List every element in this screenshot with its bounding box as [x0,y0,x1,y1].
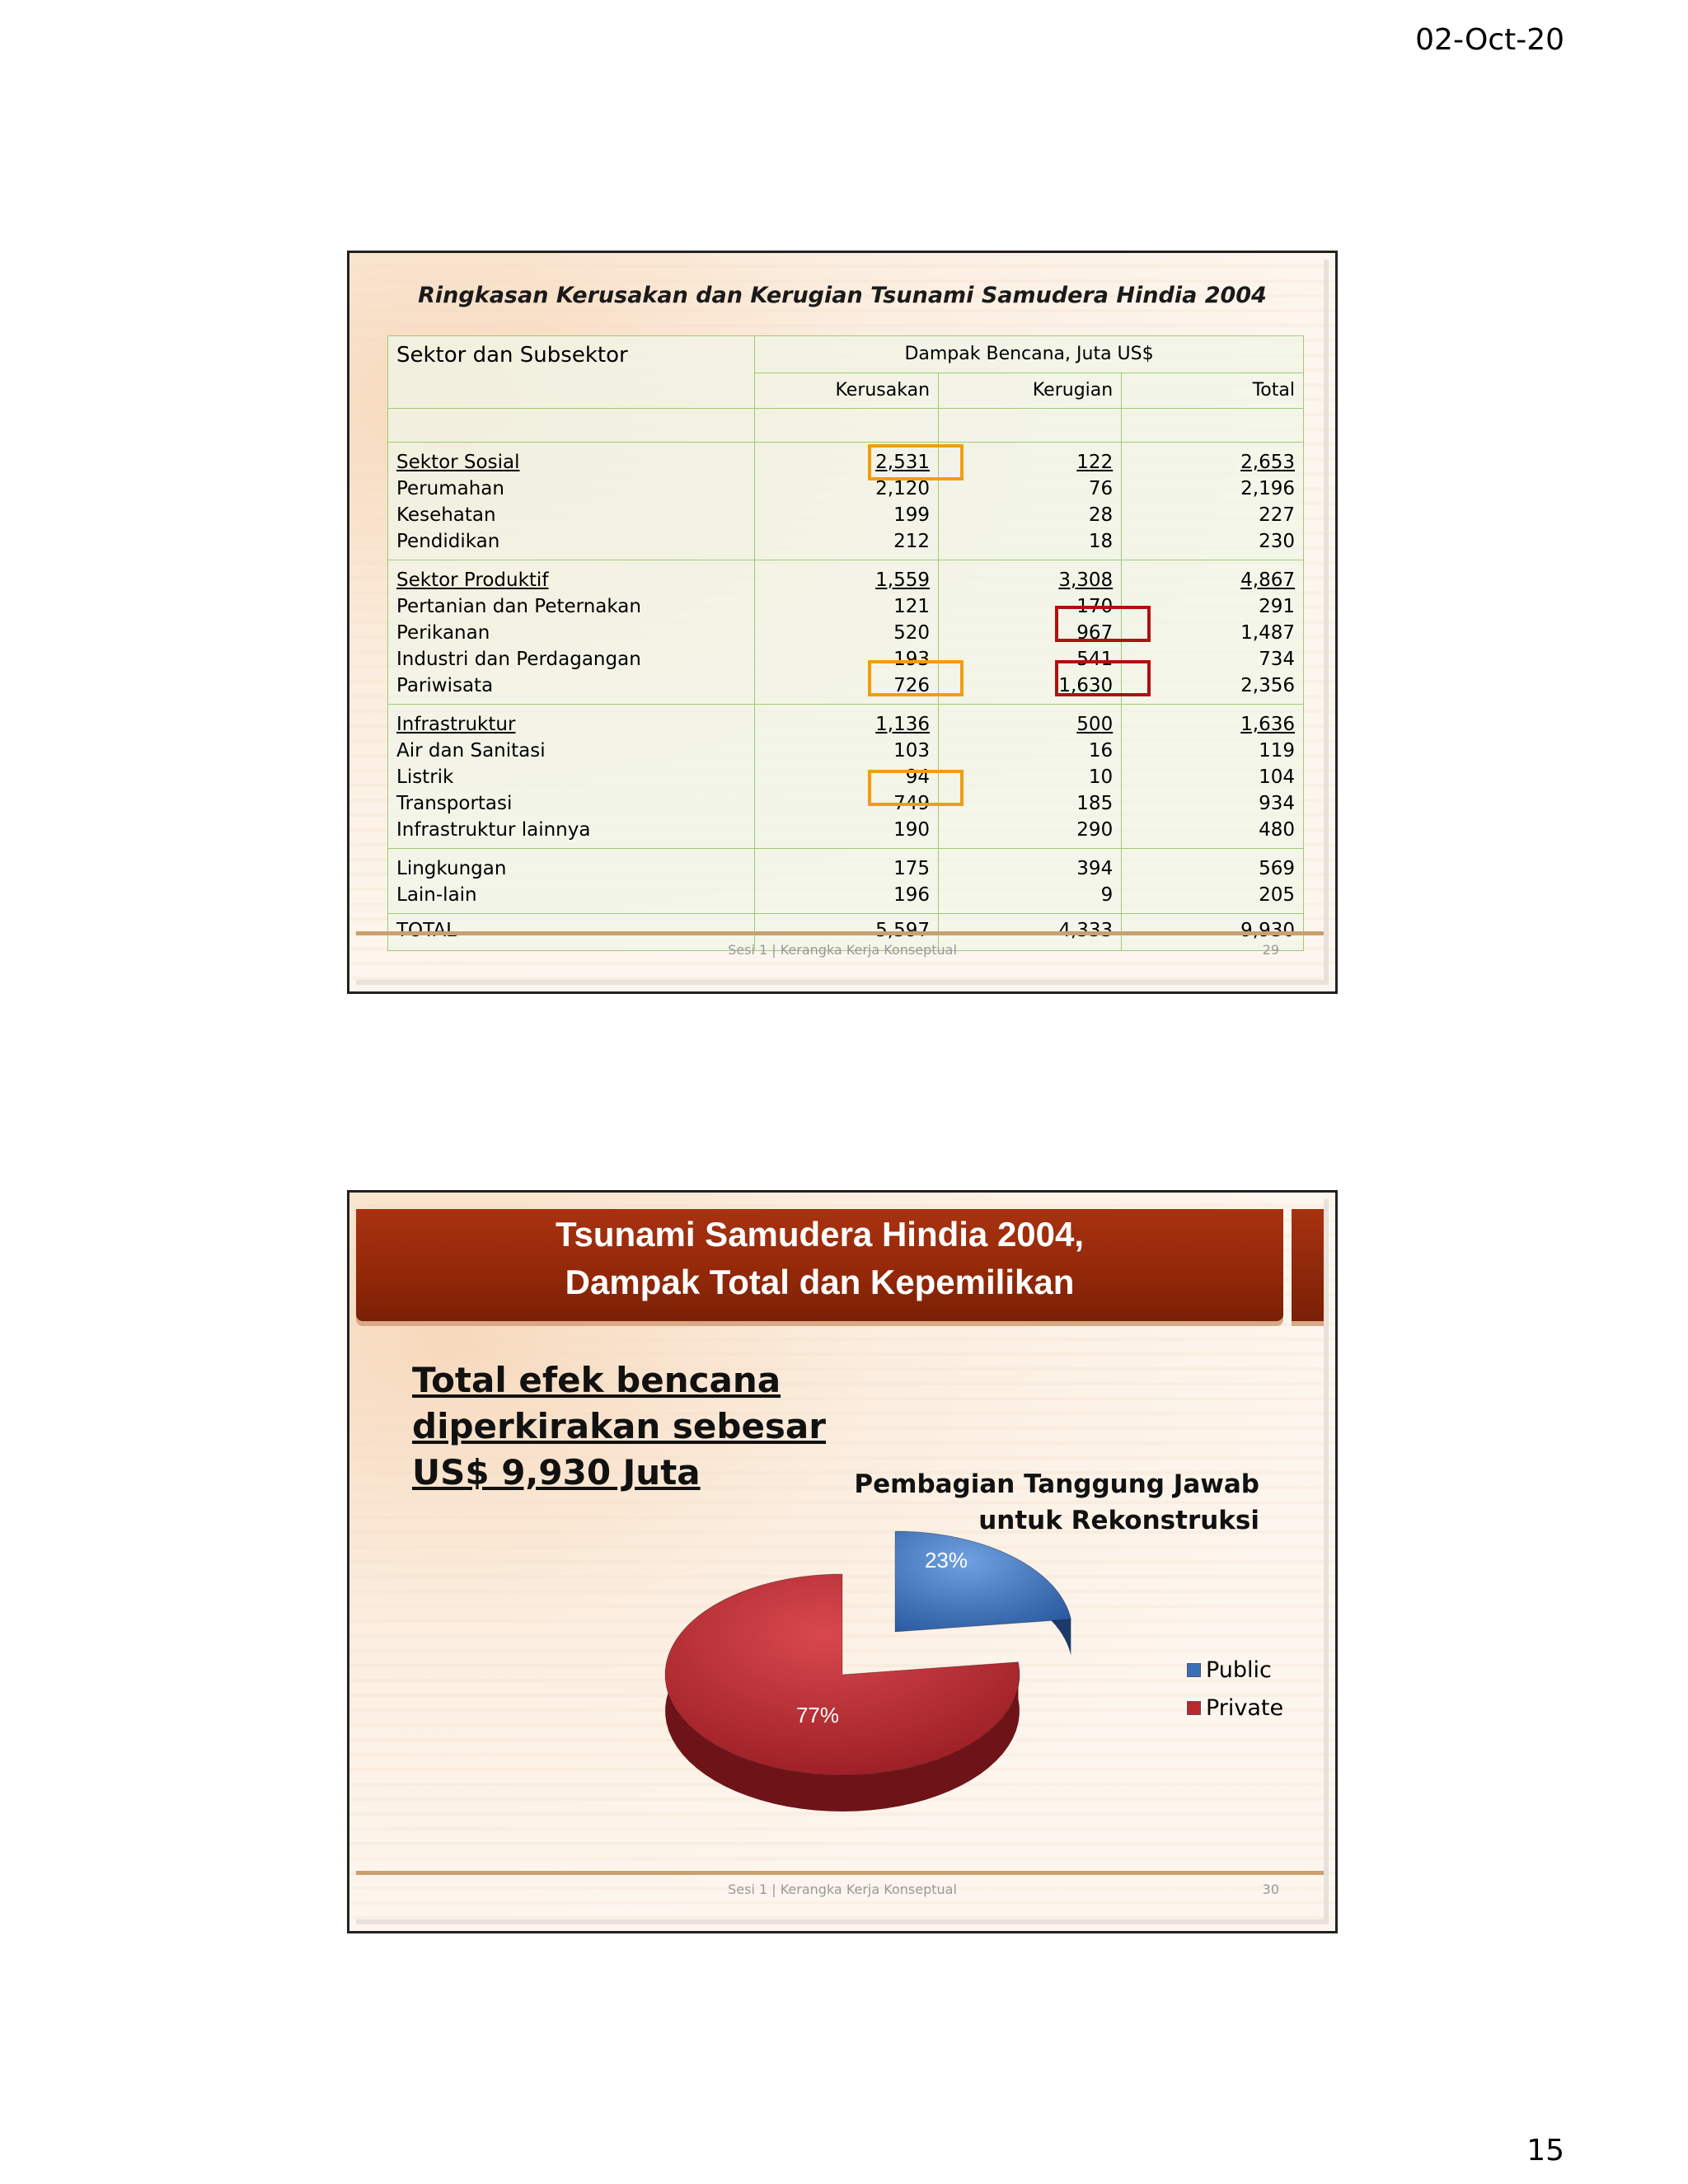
loss-value: 185 [1076,793,1114,814]
damage-value: 193 [893,649,931,670]
loss-value: 28 [1088,504,1114,526]
total-effect-line-1: Total efek bencana [412,1360,781,1400]
chart-title-line-1: Pembagian Tanggung Jawab [854,1469,1259,1499]
header-sector: Sektor dan Subsektor [388,336,755,409]
total-value: 480 [1259,819,1295,841]
total-effect-line-2: diperkirakan sebesar [412,1406,826,1446]
loss-value: 122 [1076,452,1114,473]
damage-value: 190 [893,819,931,841]
chart-title-line-2: untuk Rekonstruksi [978,1506,1259,1535]
loss-value: 394 [1076,858,1114,879]
total-value: 291 [1259,596,1295,617]
highlight-box-red [1055,660,1151,696]
legend-swatch [1187,1663,1201,1677]
total-loss: 4,333 [939,914,1122,951]
subsector-label: Industri dan Perdagangan [396,649,641,670]
grand-total: 9,930 [1122,914,1304,951]
loss-value: 76 [1088,478,1114,499]
damage-value: 2,120 [875,478,931,499]
damage-value: 103 [893,740,931,762]
total-damage: 5,597 [755,914,939,951]
table-group-productive [388,560,1304,705]
total-value: 230 [1259,531,1295,552]
damage-value: 94 [905,766,931,788]
total-value: 119 [1259,740,1295,762]
slide-footer [356,931,1329,968]
page-number: 15 [1526,2134,1564,2168]
page-date: 02-Oct-20 [1415,23,1564,57]
total-value: 227 [1259,504,1295,526]
total-label: TOTAL [388,914,755,951]
legend-label: Public [1206,1657,1272,1683]
loss-value: 541 [1076,649,1114,670]
slide-30-total-impact [347,1190,1338,1933]
damage-value: 1,136 [875,714,931,735]
slide-title: Ringkasan Kerusakan dan Kerugian Tsunami Samudera Hindia 2004 [418,283,1267,308]
footer-text: Sesi 1 | Kerangka Kerja Konseptual [728,1882,957,1897]
blank-cell [388,409,755,443]
pie-chart [349,1193,1335,1931]
damage-value: 121 [893,596,931,617]
loss-value: 3,308 [1058,569,1114,591]
damage-value: 520 [893,622,931,644]
slide-footer [356,1871,1329,1908]
sector-label: Lingkungan [396,858,507,879]
header-impact-group: Dampak Bencana, Juta US$ [755,336,1304,373]
total-value: 734 [1259,649,1295,670]
damage-value: 2,531 [875,452,931,473]
table-group-infrastructure [388,705,1304,849]
legend-swatch [1187,1701,1201,1715]
pie-slice-public [895,1531,1071,1632]
header-total: Total [1122,373,1304,409]
legend-item-private [1187,1689,1283,1727]
total-effect-line-3: US$ 9,930 Juta [412,1452,701,1493]
total-value: 2,356 [1240,675,1295,696]
slide-title-line-2: Dampak Total dan Kepemilikan [565,1263,1075,1301]
total-value: 1,487 [1240,622,1295,644]
loss-value: 18 [1088,531,1114,552]
slide-title-line-1: Tsunami Samudera Hindia 2004, [555,1215,1085,1254]
subsector-label: Perikanan [396,622,490,644]
damage-value: 1,559 [875,569,931,591]
sector-label: Lain-lain [396,884,477,906]
highlight-box-orange [868,770,964,806]
damage-value: 196 [893,884,931,906]
subsector-label: Pendidikan [396,531,500,552]
blank-cell [939,409,1122,443]
loss-value: 170 [1076,596,1114,617]
footer-text: Sesi 1 | Kerangka Kerja Konseptual [728,942,957,958]
blank-cell [755,409,939,443]
total-value: 104 [1259,766,1295,788]
blank-cell [1122,409,1304,443]
total-value: 2,196 [1240,478,1295,499]
damage-value: 749 [893,793,931,814]
slide-number: 29 [1262,942,1279,958]
header-kerugian: Kerugian [939,373,1122,409]
loss-value: 9 [1100,884,1114,906]
damage-value: 175 [893,858,931,879]
sector-label: Sektor Produktif [396,569,549,591]
damage-value: 212 [893,531,931,552]
slide-29-damage-loss-table [347,251,1338,994]
loss-value: 16 [1088,740,1114,762]
highlight-box-orange [868,444,964,480]
subsector-label: Listrik [396,766,454,788]
table-group-social [388,443,1304,560]
total-value: 934 [1259,793,1295,814]
damage-loss-table [387,335,1304,951]
table-group-other [388,849,1304,914]
chart-legend [1187,1651,1283,1727]
subsector-label: Kesehatan [396,504,496,526]
header-kerusakan: Kerusakan [755,373,939,409]
total-value: 4,867 [1240,569,1295,591]
total-value: 2,653 [1240,452,1295,473]
loss-value: 1,630 [1058,675,1114,696]
sector-label: Infrastruktur [396,714,516,735]
highlight-box-orange [868,660,964,696]
total-value: 205 [1259,884,1295,906]
subsector-label: Air dan Sanitasi [396,740,546,762]
subsector-label: Pariwisata [396,675,494,696]
damage-value: 726 [893,675,931,696]
pie-data-label: 23% [924,1548,968,1572]
subsector-label: Infrastruktur lainnya [396,819,591,841]
legend-label: Private [1206,1694,1284,1721]
total-value: 1,636 [1240,714,1295,735]
subsector-label: Perumahan [396,478,504,499]
pie-data-label: 77% [795,1703,840,1727]
loss-value: 967 [1076,622,1114,644]
subsector-label: Pertanian dan Peternakan [396,596,641,617]
loss-value: 290 [1076,819,1114,841]
slide-number: 30 [1262,1882,1279,1897]
sector-label: Sektor Sosial [396,452,520,473]
legend-item-public [1187,1651,1283,1689]
loss-value: 10 [1088,766,1114,788]
highlight-box-red [1055,606,1151,642]
total-value: 569 [1259,858,1295,879]
loss-value: 500 [1076,714,1114,735]
damage-value: 199 [893,504,931,526]
subsector-label: Transportasi [396,793,513,814]
